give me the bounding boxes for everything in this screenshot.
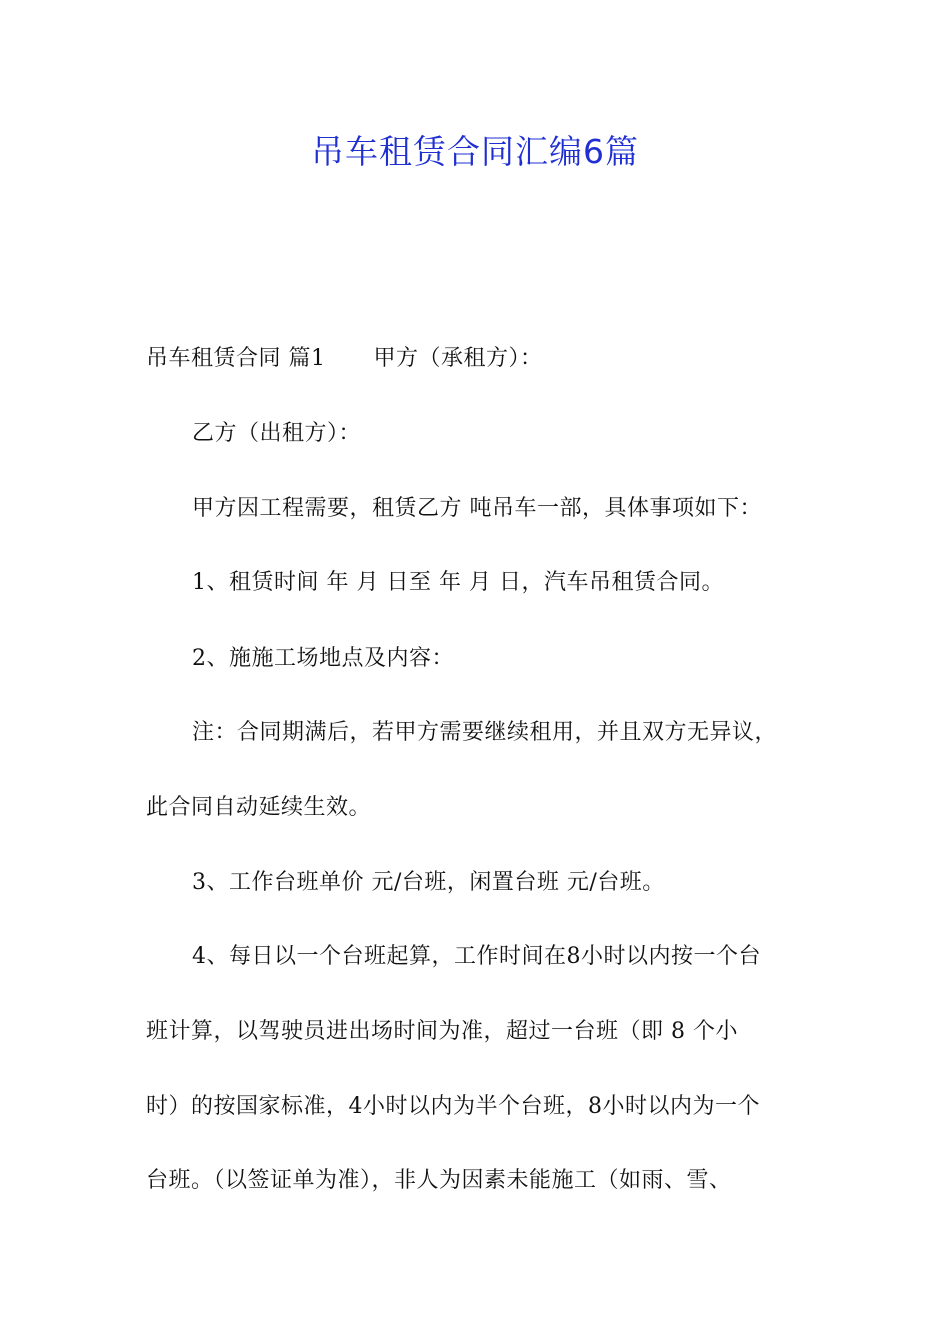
party-a-label: 甲方（承租方）：: [373, 346, 543, 371]
clause-3: 3、工作台班单价 元/台班，闲置台班 元/台班。: [192, 870, 665, 895]
note-line-1: 注：合同期满后，若甲方需要继续租用，并且双方无异议，: [192, 720, 778, 745]
clause-4-line-3: 时）的按国家标准，4小时以内为半个台班，8小时以内为一个: [146, 1094, 760, 1119]
clause-4-line-4: 台班。（以签证单为准），非人为因素未能施工（如雨、雪、: [146, 1168, 732, 1193]
paragraph-intro: 甲方因工程需要，租赁乙方 吨吊车一部，具体事项如下：: [192, 496, 762, 521]
clause-2: 2、施施工场地点及内容：: [192, 646, 454, 671]
clause-4-line-1: 4、每日以一个台班起算，工作时间在8小时以内按一个台: [192, 944, 761, 969]
clause-1: 1、租赁时间 年 月 日至 年 月 日，汽车吊租赁合同。: [192, 570, 724, 595]
document-title: 吊车租赁合同汇编6篇: [311, 132, 639, 171]
party-b-label: 乙方（出租方）：: [192, 421, 362, 446]
note-line-2: 此合同自动延续生效。: [146, 795, 372, 820]
section-heading-line: [146, 344, 543, 374]
clause-4-line-2: 班计算，以驾驶员进出场时间为准，超过一台班（即 8 个小: [146, 1019, 738, 1044]
section-heading: 吊车租赁合同 篇1: [146, 346, 326, 371]
